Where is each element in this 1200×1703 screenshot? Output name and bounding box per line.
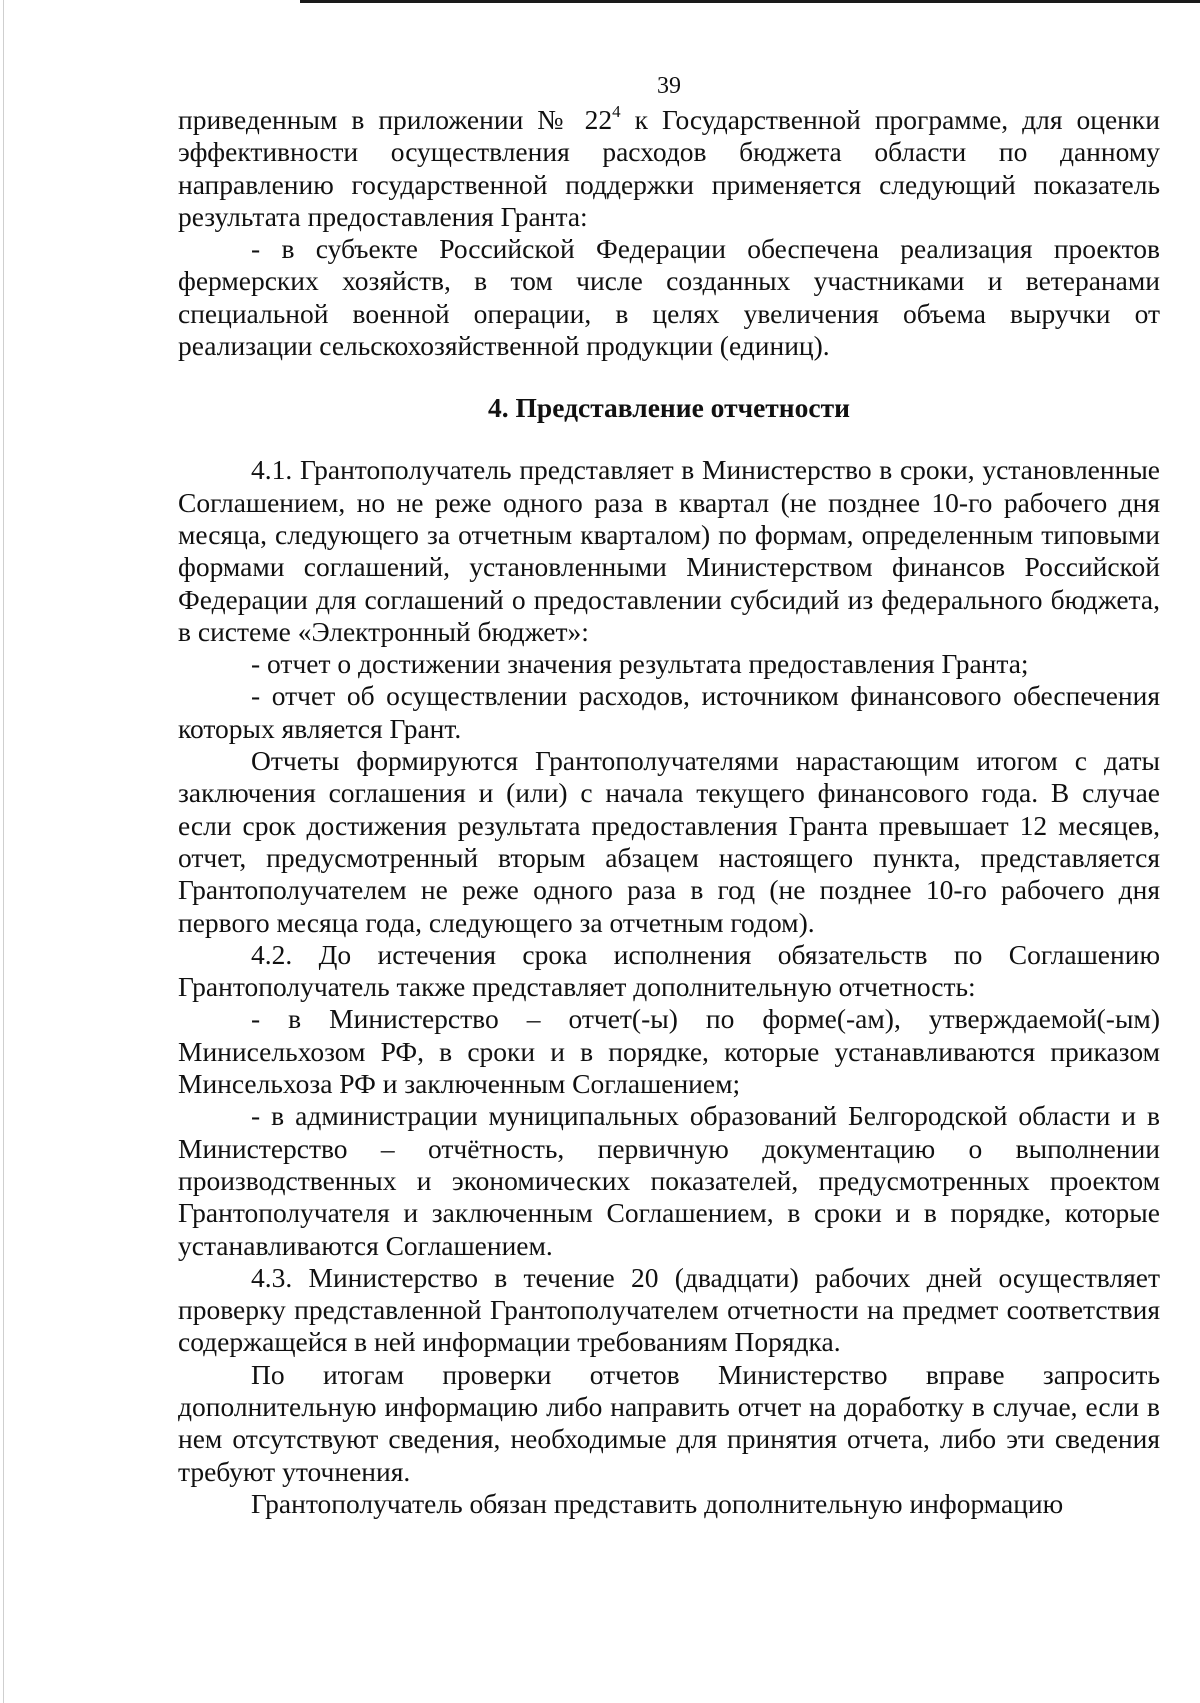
intro-paragraph — [178, 101, 1160, 233]
appendix-superscript: 4 — [612, 101, 621, 121]
paragraph-reports-cumulative: Отчеты формируются Грантополучателями нарастающим итогом с даты заключения соглашения и (или) с начала текущего финансового года. В случае если срок достижения результата предоставления Гранта превышает 12 месяцев, отчет, предусмотренный вторым абзацем настоящего пункта, представляется Грантополучателем не реже одного раза в год (не позднее 10-го рабочего дня первого месяца года, следующего за отчетным годом). — [178, 745, 1160, 938]
paragraph-4-3: 4.3. Министерство в течение 20 (двадцати) рабочих дней осуществляет проверку представленной Грантополучателем отчетности на предмет соответствия содержащейся в ней информации требованиям Порядка. — [178, 1261, 1160, 1358]
scan-edge-top — [300, 0, 1200, 3]
paragraph-4-1: 4.1. Грантополучатель представляет в Министерство в сроки, установленные Соглашением, но не реже одного раза в квартал (не позднее 10-го рабочего дня месяца, следующего за отчетным кварталом) по формам, определенным типовыми формами соглашений, установленными Министерством финансов Российской Федерации для соглашений о предоставлении субсидий из федерального бюджета, в системе «Электронный бюджет»: — [178, 454, 1160, 647]
paragraph-review-results: По итогам проверки отчетов Министерство вправе запросить дополнительную информацию либо направить отчет на доработку в случае, если в нем отсутствуют сведения, необходимые для принятия отчета, либо эти сведения требуют уточнения. — [178, 1358, 1160, 1487]
section-title: 4. Представление отчетности — [488, 392, 850, 424]
indicator-item: - в субъекте Российской Федерации обеспечена реализация проектов фермерских хозяйств, в том числе созданных участниками и ветеранами специальной военной операции, в целях увеличения объема выручки от реализации сельскохозяйственной продукции (единиц). — [178, 233, 1160, 362]
paragraph-4-2: 4.2. До истечения срока исполнения обязательств по Соглашению Грантополучатель также представляет дополнительную отчетность: — [178, 938, 1160, 1003]
list-item-municipal-reports: - в администрации муниципальных образований Белгородской области и в Министерство – отчётность, первичную документацию о выполнении производственных и экономических показателей, предусмотренных проектом Грантополучателя и заключенным Соглашением, в сроки и в порядке, которые устанавливаются Соглашением. — [178, 1100, 1160, 1261]
page-number: 39 — [657, 73, 681, 99]
scan-edge-left — [3, 0, 4, 1703]
paragraph-additional-info: Грантополучатель обязан представить дополнительную информацию — [251, 1487, 1064, 1519]
list-item-report-expenses: - отчет об осуществлении расходов, источником финансового обеспечения которых является Грант. — [178, 680, 1160, 744]
list-item-ministry-reports: - в Министерство – отчет(-ы) по форме(-ам), утверждаемой(-ым) Минисельхозом РФ, в сроки и в порядке, которые устанавливаются приказом Минсельхоза РФ и заключенным Соглашением; — [178, 1003, 1160, 1100]
intro-text-start: приведенным в приложении № 22 — [178, 104, 613, 135]
intro-text-end: к Государственной программе, для оценки эффективности осуществления расходов бюджета области по данному направлению государственной поддержки применяется следующий показатель результата предоставления Гранта: — [178, 104, 1160, 232]
document-page — [178, 72, 1160, 1520]
list-item-report-result: - отчет о достижении значения результата предоставления Гранта; — [251, 648, 1029, 680]
